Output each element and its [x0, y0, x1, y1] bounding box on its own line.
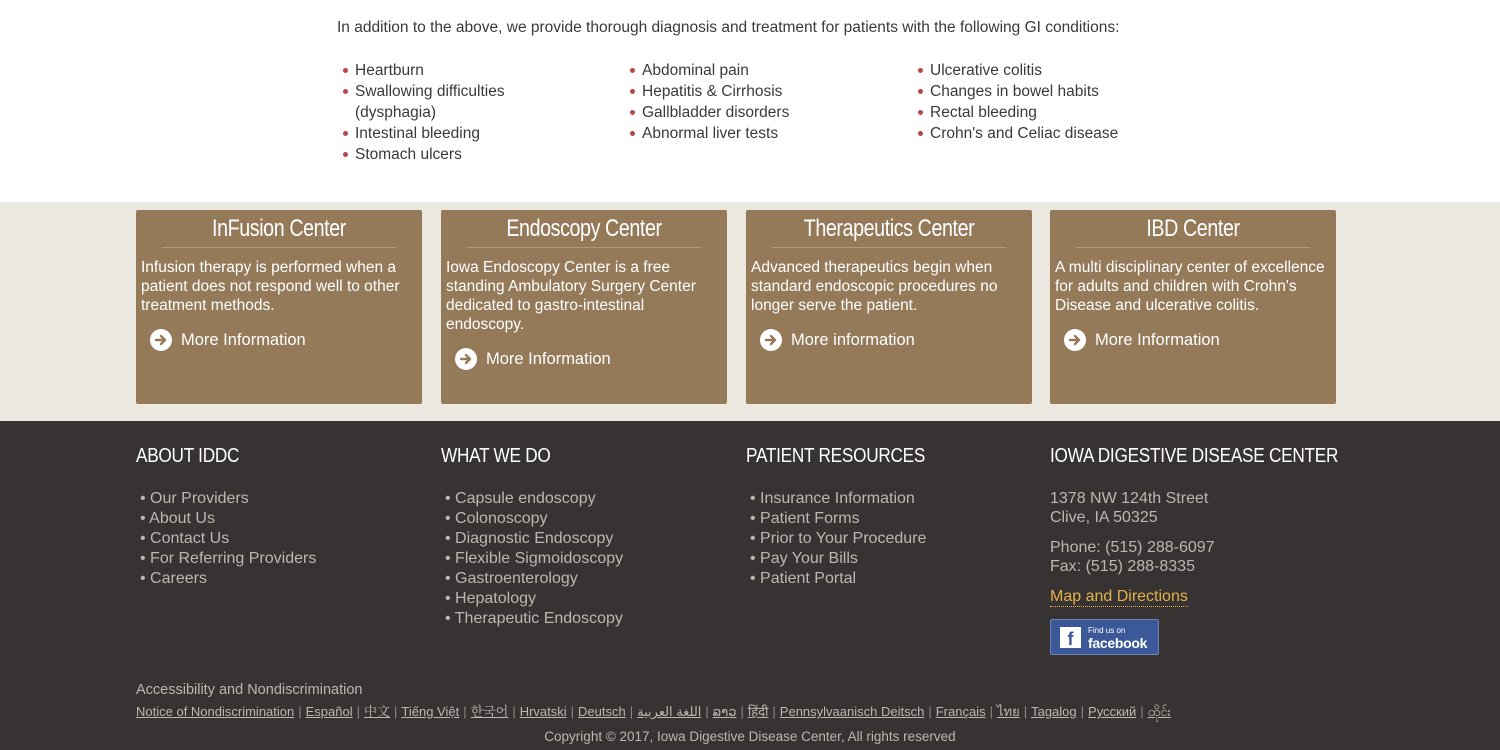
condition-item: Ulcerative colitis — [912, 60, 1192, 81]
footer-services-links — [441, 489, 623, 629]
card-description: A multi disciplinary center of excellence for adults and children with Crohn's Disease and ulcerative colitis. — [1055, 259, 1325, 314]
more-information-label: More Information — [1095, 330, 1220, 349]
condition-item: Intestinal bleeding — [337, 123, 557, 144]
condition-item: Crohn's and Celiac disease — [912, 123, 1192, 144]
footer-patient-resources-column — [746, 445, 954, 589]
more-information-label: More Information — [181, 330, 306, 349]
footer-link[interactable]: • Patient Forms — [746, 509, 954, 529]
arrow-right-circle-icon — [1064, 329, 1086, 351]
language-link[interactable]: Tiếng Việt — [401, 704, 460, 719]
more-information-link[interactable] — [1064, 329, 1336, 351]
card-ibd-center — [1050, 210, 1336, 404]
card-title: IBD Center — [1076, 210, 1311, 248]
more-information-link[interactable] — [760, 329, 1032, 351]
phone-number: Phone: (515) 288-6097 — [1050, 539, 1215, 556]
condition-item: Heartburn — [337, 60, 557, 81]
card-title: InFusion Center — [162, 210, 397, 248]
footer-about-links — [136, 489, 316, 589]
footer-link[interactable]: • Pay Your Bills — [746, 549, 954, 569]
condition-item: Swallowing difficulties (dysphagia) — [337, 81, 557, 123]
condition-item: Abdominal pain — [624, 60, 884, 81]
language-link[interactable]: Español — [305, 704, 353, 719]
card-description: Infusion therapy is performed when a patient does not respond well to other treatment methods. — [141, 259, 400, 314]
conditions-section — [0, 0, 1500, 202]
notice-of-nondiscrimination-link[interactable]: Notice of Nondiscrimination — [136, 704, 295, 719]
condition-item: Abnormal liver tests — [624, 123, 884, 144]
footer-resources-links — [746, 489, 954, 589]
more-information-label: More Information — [486, 349, 611, 368]
footer-link[interactable]: • About Us — [136, 509, 316, 529]
footer-link[interactable]: • Hepatology — [441, 589, 623, 609]
footer-what-we-do-column — [441, 445, 623, 629]
language-link[interactable]: हिंदी — [747, 704, 769, 719]
footer-link[interactable]: • Contact Us — [136, 529, 316, 549]
address — [1050, 489, 1385, 527]
facebook-icon: f — [1060, 627, 1081, 648]
arrow-right-circle-icon — [150, 329, 172, 351]
conditions-list-1 — [337, 60, 557, 165]
footer-heading: PATIENT RESOURCES — [746, 445, 926, 467]
card-description: Iowa Endoscopy Center is a free standing Ambulatory Surgery Center dedicated to gastro-intestinal endoscopy. — [446, 259, 696, 333]
footer-link[interactable]: • For Referring Providers — [136, 549, 316, 569]
facebook-button[interactable] — [1050, 619, 1159, 655]
card-endoscopy-center — [441, 210, 727, 404]
footer-link[interactable]: • Prior to Your Procedure — [746, 529, 954, 549]
footer-heading: IOWA DIGESTIVE DISEASE CENTER — [1050, 445, 1339, 467]
footer-about-column — [136, 445, 316, 589]
facebook-wordmark: facebook — [1088, 635, 1148, 651]
condition-item: Changes in bowel habits — [912, 81, 1192, 102]
footer-contact-column — [1050, 445, 1385, 655]
language-link[interactable]: 中文 — [364, 704, 391, 719]
language-link[interactable]: اللغة العربية — [637, 704, 702, 719]
fax-number: Fax: (515) 288-8335 — [1050, 558, 1195, 575]
accessibility-title: Accessibility and Nondiscrimination — [136, 682, 363, 698]
language-link[interactable]: Français — [935, 704, 986, 719]
footer-link[interactable]: • Therapeutic Endoscopy — [441, 609, 623, 629]
footer-link[interactable]: • Colonoscopy — [441, 509, 623, 529]
card-title: Therapeutics Center — [772, 210, 1007, 248]
language-link[interactable]: ລາວ — [712, 704, 737, 719]
copyright: Copyright © 2017, Iowa Digestive Disease Center, All rights reserved — [544, 729, 956, 744]
footer-link[interactable]: • Careers — [136, 569, 316, 589]
footer-heading: ABOUT IDDC — [136, 445, 240, 467]
language-link[interactable]: Deutsch — [578, 704, 626, 719]
language-link[interactable]: Русский — [1088, 704, 1137, 719]
map-and-directions-link[interactable]: Map and Directions — [1050, 588, 1188, 605]
condition-item: Rectal bleeding — [912, 102, 1192, 123]
city-state-zip: Clive, IA 50325 — [1050, 509, 1158, 526]
condition-item: Hepatitis & Cirrhosis — [624, 81, 884, 102]
footer-link[interactable]: • Diagnostic Endoscopy — [441, 529, 623, 549]
card-infusion-center — [136, 210, 422, 404]
footer-link[interactable]: • Insurance Information — [746, 489, 954, 509]
conditions-list-3 — [912, 60, 1192, 144]
facebook-label — [1088, 625, 1147, 649]
language-link[interactable]: Tagalog — [1031, 704, 1077, 719]
language-link[interactable]: ထိုင်း — [1147, 704, 1171, 719]
facebook-find-us: Find us on — [1088, 626, 1126, 635]
language-link[interactable]: 한국어 — [470, 704, 509, 719]
card-description: Advanced therapeutics begin when standard endoscopic procedures no longer serve the patient. — [751, 259, 998, 314]
card-title: Endoscopy Center — [467, 210, 702, 248]
more-information-label: More information — [791, 330, 915, 349]
street-address: 1378 NW 124th Street — [1050, 490, 1209, 507]
footer-heading: WHAT WE DO — [441, 445, 551, 467]
centers-section — [0, 202, 1500, 421]
phone-fax — [1050, 538, 1385, 576]
site-footer — [0, 421, 1500, 750]
footer-link[interactable]: • Gastroenterology — [441, 569, 623, 589]
footer-link[interactable]: • Patient Portal — [746, 569, 954, 589]
arrow-right-circle-icon — [455, 348, 477, 370]
arrow-right-circle-icon — [760, 329, 782, 351]
conditions-intro: In addition to the above, we provide thorough diagnosis and treatment for patients with the following GI conditions: — [337, 19, 1120, 36]
more-information-link[interactable] — [455, 348, 727, 370]
condition-item: Stomach ulcers — [337, 144, 557, 165]
language-link[interactable]: ไทย — [996, 704, 1020, 719]
condition-item: Gallbladder disorders — [624, 102, 884, 123]
footer-link[interactable]: • Flexible Sigmoidoscopy — [441, 549, 623, 569]
language-link[interactable]: Pennsylvaanisch Deitsch — [779, 704, 925, 719]
more-information-link[interactable] — [150, 329, 422, 351]
language-links: Notice of Nondiscrimination | Español | 中文 | Tiếng Việt | 한국어 | Hrvatski | Deutsch | اللغة العربية | ລາວ | हिंदी | Pennsylvaanisch Deitsch | Français | ไทย | Tagalog | Русский | ထိုင်း — [136, 704, 1171, 719]
language-link[interactable]: Hrvatski — [519, 704, 567, 719]
card-therapeutics-center — [746, 210, 1032, 404]
conditions-list-2 — [624, 60, 884, 144]
footer-link[interactable]: • Capsule endoscopy — [441, 489, 623, 509]
footer-link[interactable]: • Our Providers — [136, 489, 316, 509]
